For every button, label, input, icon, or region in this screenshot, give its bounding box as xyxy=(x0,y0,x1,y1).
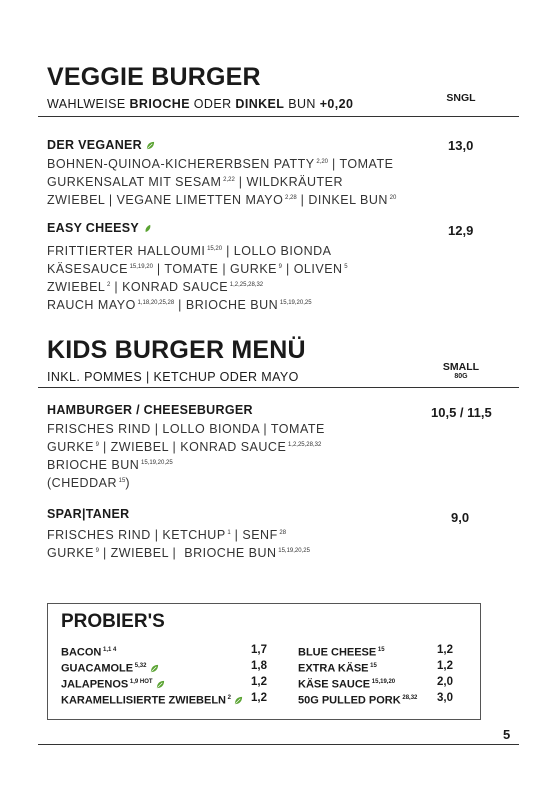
divider xyxy=(38,387,519,388)
price-spartaner: 9,0 xyxy=(451,510,470,525)
divider xyxy=(38,116,519,117)
vegan-leaf-icon xyxy=(234,696,243,705)
vegan-leaf-icon xyxy=(156,680,165,689)
addon-price: 1,8 xyxy=(251,660,267,672)
column-header-small: SMALL 80G xyxy=(442,361,480,380)
menu-item-hamburger xyxy=(47,403,253,417)
vegetarian-leaf-icon xyxy=(143,224,152,233)
vegan-leaf-icon xyxy=(146,141,155,150)
addon-price: 1,2 xyxy=(437,644,453,656)
addon-price: 1,7 xyxy=(251,644,267,656)
item-name: EASY CHEESY xyxy=(47,221,139,235)
item-name: DER VEGANER xyxy=(47,138,142,152)
desc-easy-cheesy: FRITTIERTER HALLOUMI $^{15,20}$ | LOLLO BIONDA KÄSESAUCE $^{15,19,20}$ | TOMATE | GURKE $^9$ | OLIVEN $^5$ ZWIEBEL $^2$ | KONRAD SAUCE $^{1,2,25,28,32}$ RAUCH MAYO $^{1,18,20,25,28}$ | BRIOCHE BUN $^{15,19,20,25}$ xyxy=(47,244,348,313)
column-header-sngl: SNGL xyxy=(446,92,476,104)
addon-karamellisierte-zwiebeln: KARAMELLISIERTE ZWIEBELN $^2$ xyxy=(61,690,243,710)
price-easy-cheesy: 12,9 xyxy=(448,223,474,238)
footer-divider xyxy=(38,744,519,745)
addon-price: 1,2 xyxy=(251,676,267,688)
addon-pulled-pork: 50G PULLED PORK $^{28,32}$ xyxy=(298,694,418,707)
addon-extra-kaese: EXTRA KÄSE $^{15}$ xyxy=(298,662,377,675)
menu-item-der-veganer xyxy=(47,138,155,152)
desc-der-veganer: BOHNEN-QUINOA-KICHERERBSEN PATTY $^{2,20}$ | TOMATE GURKENSALAT MIT SESAM $^{2,22}$ | WILDKRÄUTER ZWIEBEL | VEGANE LIMETTEN MAYO $^{2,28}$ | DINKEL BUN $^{20}$ xyxy=(47,157,397,208)
addon-price: 1,2 xyxy=(251,692,267,704)
addon-price: 1,2 xyxy=(437,660,453,672)
section-title-kids: KIDS BURGER MENÜ xyxy=(47,336,306,364)
page-number: 5 xyxy=(503,727,511,742)
addon-blue-cheese: BLUE CHEESE $^{15}$ xyxy=(298,646,385,659)
vegan-leaf-icon xyxy=(150,664,159,673)
price-hamburger: 10,5 / 11,5 xyxy=(431,405,492,420)
item-name: HAMBURGER / CHEESEBURGER xyxy=(47,403,253,417)
probiers-title: PROBIER'S xyxy=(61,611,165,632)
veggie-subtitle: WAHLWEISE BRIOCHE ODER DINKEL BUN +0,20 xyxy=(47,97,354,111)
price-der-veganer: 13,0 xyxy=(448,138,474,153)
addon-guacamole: GUACAMOLE $^{5,32}$ xyxy=(61,658,159,678)
desc-hamburger: FRISCHES RIND | LOLLO BIONDA | TOMATE GURKE $^9$ | ZWIEBEL | KONRAD SAUCE $^{1,2,25,28,32}$ BRIOCHE BUN $^{15,19,20,25}$ (CHEDDAR $^{15}$) xyxy=(47,422,325,491)
menu-item-spartaner xyxy=(47,507,129,521)
addon-price: 3,0 xyxy=(437,692,453,704)
kids-subtitle: INKL. POMMES | KETCHUP ODER MAYO xyxy=(47,370,299,384)
section-title-veggie: VEGGIE BURGER xyxy=(47,63,261,91)
addon-kaese-sauce: KÄSE SAUCE $^{15,19,20}$ xyxy=(298,678,396,691)
item-name: SPAR|TANER xyxy=(47,507,130,521)
addon-jalapenos: JALAPENOS $^{1,9 HOT}$ xyxy=(61,674,165,694)
addon-price: 2,0 xyxy=(437,676,453,688)
menu-item-easy-cheesy xyxy=(47,221,152,235)
addon-bacon: BACON $^{1,1 4}$ xyxy=(61,646,117,659)
desc-spartaner: FRISCHES RIND | KETCHUP $^1$ | SENF $^{28}$ GURKE $^9$ | ZWIEBEL | BRIOCHE BUN $^{15,19,20,25}$ xyxy=(47,528,310,561)
